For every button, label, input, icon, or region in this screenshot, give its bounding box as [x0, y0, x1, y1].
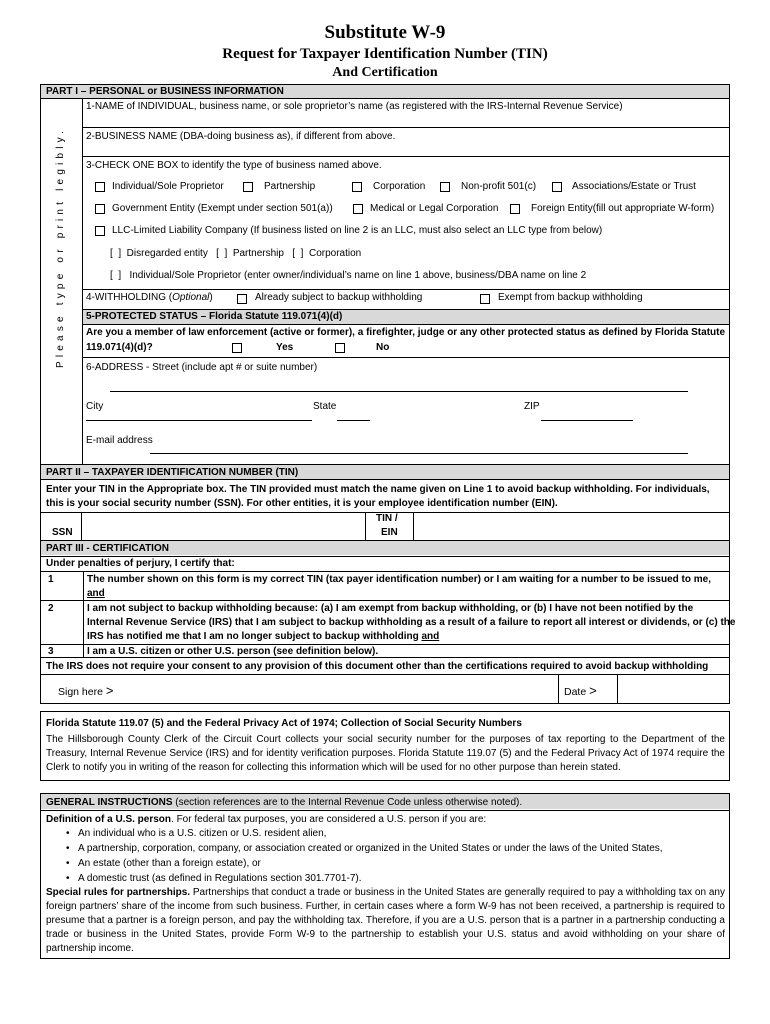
- part3-heading: PART III - CERTIFICATION: [46, 543, 169, 554]
- part2-heading: PART II – TAXPAYER IDENTIFICATION NUMBER (TIN): [46, 467, 299, 478]
- part2-instructions-cont: this is your social security number (SSN). For other entities, it is your employee identification number (EIN).: [46, 498, 558, 509]
- signature-field[interactable]: [120, 676, 558, 702]
- line1-name-label: 1-NAME of INDIVIDUAL, business name, or sole proprietor’s name (as registered with the IRS-Internal Revenue Service): [86, 101, 623, 112]
- special-rules-label: Special rules for partnerships.: [46, 887, 191, 898]
- protected-heading: 5-PROTECTED STATUS – Florida Statute 119.071(4)(d): [86, 311, 343, 322]
- checkbox-exempt[interactable]: [480, 294, 490, 304]
- form-subtitle-2: And Certification: [332, 65, 438, 80]
- sign-here-text: Sign here: [58, 686, 103, 698]
- definition-text: . For federal tax purposes, you are considered a U.S. person if you are:: [171, 814, 487, 825]
- general-heading: [46, 797, 522, 808]
- state-input-line[interactable]: [337, 420, 370, 421]
- form-subtitle: Request for Taxpayer Identification Number (TIN): [222, 46, 548, 62]
- divider: [40, 571, 730, 572]
- divider: [40, 674, 730, 675]
- type-corporation-label: Corporation: [373, 181, 426, 192]
- type-government-label: Government Entity (Exempt under section 501(a)): [112, 203, 333, 214]
- type-association-label: Associations/Estate or Trust: [572, 181, 696, 192]
- withholding-label-close: ): [209, 292, 213, 303]
- cert-item-1-number: 1: [48, 574, 54, 585]
- checkbox-already-subject[interactable]: [237, 294, 247, 304]
- ein-input[interactable]: [414, 513, 729, 539]
- statute-heading: Florida Statute 119.07 (5) and the Federal Privacy Act of 1974; Collection of Social Security Numbers: [46, 718, 522, 729]
- divider: [40, 644, 730, 645]
- type-nonprofit-label: Non-profit 501(c): [461, 181, 537, 192]
- date-field[interactable]: [618, 676, 728, 702]
- checkbox-government[interactable]: [95, 204, 105, 214]
- date-arrow-icon: >: [589, 683, 597, 698]
- tin-ein-label-cont: EIN: [381, 527, 398, 538]
- cert-item-3-text: I am a U.S. citizen or other U.S. person (see definition below).: [87, 646, 379, 657]
- form-title: Substitute W-9: [324, 22, 446, 43]
- checkbox-corporation[interactable]: [352, 182, 362, 192]
- divider: [558, 674, 559, 704]
- checkbox-partnership[interactable]: [243, 182, 253, 192]
- state-label: State: [313, 401, 337, 412]
- line3-type-label: 3-CHECK ONE BOX to identify the type of business named above.: [86, 160, 382, 171]
- llc-sole-option[interactable]: [ ] Individual/Sole Proprietor (enter owner/individual’s name on line 1 above, business/DBA name on line 2: [110, 270, 587, 281]
- sign-here-label: [58, 683, 113, 698]
- checkbox-medical-legal[interactable]: [353, 204, 363, 214]
- definition-bullet-1: • An individual who is a U.S. citizen or U.S. resident alien,: [78, 828, 326, 839]
- date-text: Date: [564, 686, 587, 698]
- divider: [82, 289, 730, 290]
- cert-item-2-text-3: [87, 631, 439, 642]
- divider: [40, 600, 730, 601]
- special-rules: [46, 886, 725, 956]
- tin-ein-label: TIN /: [376, 513, 398, 524]
- cert-item-1-and: and: [87, 588, 105, 599]
- withholding-opt2-label: Exempt from backup withholding: [498, 292, 643, 303]
- city-label: City: [86, 401, 104, 412]
- checkbox-llc[interactable]: [95, 226, 105, 236]
- ssn-input[interactable]: [82, 513, 364, 539]
- general-heading-note: (section references are to the Internal Revenue Code unless otherwise noted).: [172, 797, 523, 808]
- withholding-opt1-label: Already subject to backup withholding: [255, 292, 423, 303]
- definition-bullet-4: • A domestic trust (as defined in Regulations section 301.7701-7).: [78, 873, 362, 884]
- general-heading-text: GENERAL INSTRUCTIONS: [46, 797, 173, 808]
- cert-item-1-text: The number shown on this form is my correct TIN (tax payer identification number) or I am waiting for a number to be issued to me,: [87, 574, 711, 585]
- address-street-line[interactable]: [110, 391, 688, 392]
- date-label: [564, 683, 597, 698]
- cert-item-3-number: 3: [48, 646, 54, 657]
- cert-item-2-text-2: Internal Revenue Service (IRS) that I am subject to backup withholding as a result of a failure to report all interest or dividends, or (c) the: [87, 617, 736, 628]
- address-label: 6-ADDRESS - Street (include apt # or suite number): [86, 362, 318, 373]
- protected-question-cont: 119.071(4)(d)?: [86, 342, 153, 353]
- part3-intro: Under penalties of perjury, I certify that:: [46, 558, 235, 569]
- type-individual-label: Individual/Sole Proprietor: [112, 181, 224, 192]
- cert-item-2-text: I am not subject to backup withholding because: (a) I am exempt from backup withholding, or (b) I have not been notified by the: [87, 603, 694, 614]
- divider: [40, 556, 730, 557]
- llc-types-options[interactable]: [ ] Disregarded entity [ ] Partnership [ ] Corporation: [110, 248, 362, 259]
- side-note: Please type or print legibly.: [55, 126, 66, 368]
- type-llc-label: LLC-Limited Liability Company (If business listed on line 2 is an LLC, must also select an LLC type from below): [112, 225, 603, 236]
- zip-input-line[interactable]: [541, 420, 633, 421]
- checkbox-association[interactable]: [552, 182, 562, 192]
- divider: [40, 657, 730, 658]
- ssn-label: SSN: [52, 527, 73, 538]
- type-partnership-label: Partnership: [264, 181, 316, 192]
- protected-no-label: No: [376, 342, 390, 353]
- protected-question: Are you a member of law enforcement (active or former), a firefighter, judge or any other protected status as defined by Florida Statute: [86, 327, 726, 338]
- divider: [82, 357, 730, 358]
- divider: [82, 156, 730, 157]
- divider: [40, 98, 730, 99]
- line2-business-label: 2-BUSINESS NAME (DBA-doing business as), if different from above.: [86, 131, 396, 142]
- divider: [82, 127, 730, 128]
- divider: [40, 479, 730, 480]
- special-rules-text: Partnerships that conduct a trade or business in the United States are generally required to pay a withholding tax on any foreign partners’ share of the income from such business. Further, in certain cases where a form W-9 has not been received, a partnership is required to presume that a partner is a foreign person, and pay the withholding tax. Therefore, if you are a U.S. person that is a partner in a partnership conducting a trade or business in the United States, provide Form W-9 to the partnership to establish your U.S. status and avoid withholding on your share of partnership income.: [46, 887, 725, 954]
- sign-arrow-icon: >: [105, 683, 114, 698]
- withholding-optional: Optional: [172, 292, 210, 303]
- checkbox-protected-yes[interactable]: [232, 343, 242, 353]
- cert-item-2-number: 2: [48, 603, 54, 614]
- type-medical-legal-label: Medical or Legal Corporation: [370, 203, 499, 214]
- statute-body: The Hillsborough County Clerk of the Circuit Court collects your social security number for the purposes of tax reporting to the Department of the Treasury, Internal Revenue Service (IRS) and for identity verification purposes. Florida Statute 119.07 (5) and the Federal Privacy Act of 1974 require the Clerk to notify you in writing of the reason for collecting this information which will be used for no other purpose than herein stated.: [46, 734, 725, 773]
- cert-item-2-and: and: [421, 631, 440, 642]
- part2-instructions: Enter your TIN in the Appropriate box. The TIN provided must match the name given on Line 1 to avoid backup withholding. For individuals,: [46, 484, 710, 495]
- divider: [40, 810, 730, 811]
- definition-bullet-2: • A partnership, corporation, company, or association created or organized in the United States or under the laws of the United States,: [78, 843, 663, 854]
- consent-statement: The IRS does not require your consent to any provision of this document other than the certifications required to avoid backup withholding: [46, 661, 709, 672]
- protected-yes-label: Yes: [276, 342, 294, 353]
- definition-bullet-3: • An estate (other than a foreign estate), or: [78, 858, 261, 869]
- part1-heading: PART I – PERSONAL or BUSINESS INFORMATION: [46, 86, 284, 97]
- checkbox-foreign[interactable]: [510, 204, 520, 214]
- part1-left-column-line: [82, 98, 83, 464]
- checkbox-individual[interactable]: [95, 182, 105, 192]
- zip-label: ZIP: [524, 401, 540, 412]
- email-label: E-mail address: [86, 435, 153, 446]
- withholding-label-text: 4-WITHHOLDING (: [86, 292, 173, 303]
- divider: [82, 324, 730, 325]
- checkbox-nonprofit[interactable]: [440, 182, 450, 192]
- withholding-label: [86, 292, 213, 303]
- type-foreign-label: Foreign Entity(fill out appropriate W-form): [531, 203, 715, 214]
- checkbox-protected-no[interactable]: [335, 343, 345, 353]
- definition-label: Definition of a U.S. person: [46, 814, 172, 825]
- city-input-line[interactable]: [86, 420, 312, 421]
- email-input-line[interactable]: [150, 453, 688, 454]
- divider: [365, 512, 366, 540]
- cert-item-2-text-3a: IRS has notified me that I am no longer subject to backup withholding: [87, 631, 422, 642]
- definition-line: [46, 814, 486, 825]
